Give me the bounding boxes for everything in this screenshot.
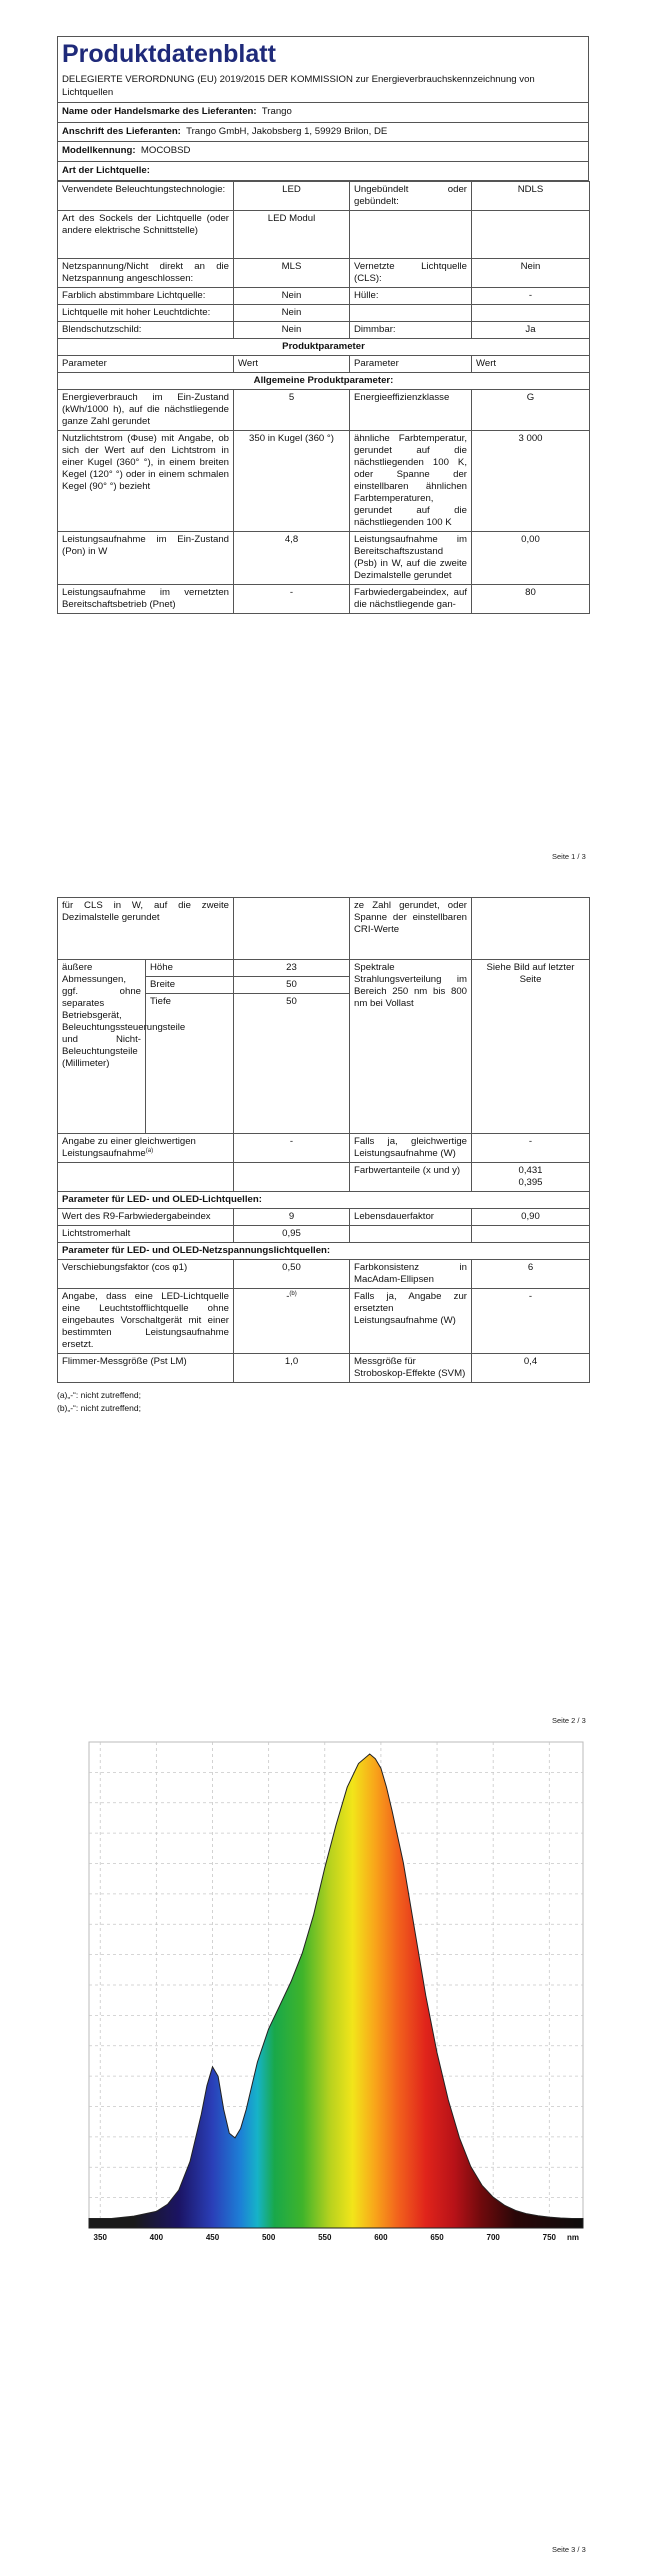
led-parameters-heading: Parameter für LED- und OLED-Lichtquellen: — [58, 1192, 590, 1209]
param-label: Lichtquelle mit hoher Leuchtdichte: — [58, 305, 234, 322]
supplier-value: Trango — [261, 106, 292, 117]
model-line — [58, 141, 588, 161]
led-mains-parameters-heading: Parameter für LED- und OLED-Netzspannungslichtquellen: — [58, 1243, 590, 1260]
x-tick-label: 700 — [486, 2233, 500, 2242]
param-value — [472, 898, 590, 960]
chroma-y-value: 0,395 — [518, 1177, 543, 1188]
table-row — [58, 1226, 590, 1243]
model-label: Modellkennung: — [62, 145, 136, 156]
param-value: 0,50 — [234, 1260, 350, 1289]
param-value — [472, 1226, 590, 1243]
param-value: 80 — [472, 585, 590, 614]
param-value — [234, 1289, 350, 1354]
footnote-a: (a)„-“: nicht zutreffend; — [57, 1390, 141, 1400]
column-header-parameter: Parameter — [58, 356, 234, 373]
param-label: Nutzlichtstrom (Φuse) mit Angabe, ob sich der Wert auf den Lichtstrom in einer Kugel (360° °), in einem breiten Kegel (120° °) oder in einem schmalen Kegel (90° °) bezieht — [58, 431, 234, 532]
param-label: ze Zahl gerundet, oder Spanne der einstellbaren CRI-Werte — [350, 898, 472, 960]
address-label: Anschrift des Lieferanten: — [62, 125, 181, 137]
address-line — [58, 122, 588, 142]
general-parameters-heading: Allgemeine Produktparameter: — [58, 373, 590, 390]
param-value: NDLS — [472, 182, 590, 211]
table-row — [58, 898, 590, 960]
param-label: Art des Sockels der Lichtquelle (oder andere elektrische Schnittstelle) — [58, 211, 234, 259]
param-label: Angabe, dass eine LED-Lichtquelle eine Leuchtstofflichtquelle ohne eingebautes Vorschaltgerät mit einer bestimmten Leistungsaufnahme ersetzt. — [58, 1289, 234, 1354]
table-row — [58, 373, 590, 390]
param-value: 1,0 — [234, 1354, 350, 1383]
table-row — [58, 532, 590, 585]
table-row — [58, 390, 590, 431]
param-label: Vernetzte Lichtquelle (CLS): — [350, 259, 472, 288]
param-label: für CLS in W, auf die zweite Dezimalstelle gerundet — [58, 898, 234, 960]
param-value: LED — [234, 182, 350, 211]
page-title: Produktdatenblatt — [62, 40, 276, 68]
table-row — [58, 305, 590, 322]
param-value: 4,8 — [234, 532, 350, 585]
param-label: Energieverbrauch im Ein-Zustand (kWh/1000 h), auf die nächstliegende ganze Zahl gerundet — [58, 390, 234, 431]
table-row — [58, 1289, 590, 1354]
param-value — [234, 1163, 350, 1192]
param-label — [350, 1226, 472, 1243]
param-value — [472, 211, 590, 259]
table-row — [58, 1260, 590, 1289]
table-row — [58, 431, 590, 532]
table-row — [58, 1192, 590, 1209]
x-tick-label: 450 — [205, 2233, 220, 2242]
param-label: Lebensdauerfaktor — [350, 1209, 472, 1226]
table-row — [58, 259, 590, 288]
equiv-label-text: Angabe zu einer gleichwertigen Leistungsaufnahme — [62, 1136, 196, 1159]
supplier-line — [58, 102, 588, 122]
page-number: Seite 3 / 3 — [552, 2545, 586, 2554]
param-value: Nein — [472, 259, 590, 288]
datasheet-page-1 — [57, 36, 589, 614]
footnotes — [57, 1389, 589, 1415]
param-value: 0,95 — [234, 1226, 350, 1243]
param-value — [472, 305, 590, 322]
param-label: Lichtstromerhalt — [58, 1226, 234, 1243]
product-parameters-heading: Produktparameter — [58, 339, 590, 356]
table-row — [58, 182, 590, 211]
x-tick-label: 500 — [261, 2233, 276, 2242]
x-tick-label: 600 — [374, 2233, 388, 2242]
param-value: 0,4 — [472, 1354, 590, 1383]
footnote-b: (b)„-“: nicht zutreffend; — [57, 1403, 141, 1413]
column-header-parameter: Parameter — [350, 356, 472, 373]
param-label: Spektrale Strahlungsverteilung im Bereich 250 nm bis 800 nm bei Vollast — [350, 960, 472, 1134]
dimensions-label: äußere Abmessungen, ggf. ohne separates Betriebsgerät, Beleuchtungssteuerungsteile und Nicht-Beleuchtungsteile (Millimeter) — [58, 960, 146, 1134]
dimension-width-value: 50 — [234, 977, 349, 994]
datasheet-header — [57, 36, 589, 181]
supplier-label: Name oder Handelsmarke des Lieferanten: — [62, 106, 257, 117]
param-value: G — [472, 390, 590, 431]
dimension-height-label: Höhe — [146, 960, 233, 977]
param-value — [234, 898, 350, 960]
param-label — [58, 1134, 234, 1163]
param-label: Blendschutzschild: — [58, 322, 234, 339]
x-tick-label: 550 — [318, 2233, 332, 2242]
param-value — [472, 1163, 590, 1192]
table-row — [58, 960, 590, 1134]
x-unit-label: nm — [567, 2233, 579, 2242]
table-header-row — [58, 356, 590, 373]
chroma-x-value: 0,431 — [518, 1165, 543, 1176]
param-value: 0,90 — [472, 1209, 590, 1226]
page-number: Seite 1 / 3 — [552, 852, 586, 861]
param-value: - — [472, 288, 590, 305]
param-label: Falls ja, gleichwertige Leistungsaufnahme (W) — [350, 1134, 472, 1163]
column-header-value: Wert — [234, 356, 350, 373]
table-row — [58, 339, 590, 356]
param-value: - — [234, 585, 350, 614]
param-label: Verwendete Beleuchtungstechnologie: — [58, 182, 234, 211]
light-source-type-table — [57, 181, 590, 614]
param-label: Verschiebungsfaktor (cos φ1) — [58, 1260, 234, 1289]
x-tick-label: 750 — [542, 2233, 556, 2242]
table-row — [58, 1243, 590, 1260]
spectral-distribution-chart — [86, 1739, 586, 2249]
table-row — [58, 1163, 590, 1192]
param-label: Dimmbar: — [350, 322, 472, 339]
param-label: Leistungsaufnahme im Bereitschaftszustand (Psb) in W, auf die zweite Dezimalstelle gerundet — [350, 532, 472, 585]
table-row — [58, 322, 590, 339]
param-value: - — [234, 1134, 350, 1163]
param-value: - — [472, 1134, 590, 1163]
table-row — [58, 585, 590, 614]
param-value: Nein — [234, 305, 350, 322]
param-label: Messgröße für Stroboskop-Effekte (SVM) — [350, 1354, 472, 1383]
table-row — [58, 1134, 590, 1163]
param-value: 350 in Kugel (360 °) — [234, 431, 350, 532]
dimension-values — [234, 960, 350, 1134]
param-value: Nein — [234, 322, 350, 339]
param-value: LED Modul — [234, 211, 350, 259]
footnote-marker: (a) — [145, 1147, 154, 1154]
parameters-table-continued — [57, 897, 590, 1383]
dimension-depth-value: 50 — [286, 996, 297, 1007]
param-label: Farblich abstimmbare Lichtquelle: — [58, 288, 234, 305]
param-label — [58, 1163, 234, 1192]
param-label — [350, 305, 472, 322]
model-value: MOCOBSD — [140, 145, 191, 156]
param-label: Energieeffizienzklasse — [350, 390, 472, 431]
param-label: Hülle: — [350, 288, 472, 305]
claim-value: - — [286, 1291, 290, 1302]
dimension-names — [146, 960, 234, 1134]
x-tick-label: 400 — [149, 2233, 164, 2242]
param-value: Ja — [472, 322, 590, 339]
param-label: Netzspannung/Nicht direkt an die Netzspannung angeschlossen: — [58, 259, 234, 288]
param-label: ähnliche Farbtemperatur, gerundet auf die nächstliegenden 100 K, oder Spanne der einstellbaren ähnlichen Farbtemperaturen, gerundet auf die nächstliegenden 100 K — [350, 431, 472, 532]
param-label — [350, 211, 472, 259]
x-tick-label: 350 — [93, 2233, 107, 2242]
param-value: 0,00 — [472, 532, 590, 585]
param-value: 9 — [234, 1209, 350, 1226]
param-value: 6 — [472, 1260, 590, 1289]
table-row — [58, 288, 590, 305]
param-label: Farbkonsistenz in MacAdam-Ellipsen — [350, 1260, 472, 1289]
datasheet-page-2 — [57, 897, 589, 1415]
x-tick-label: 650 — [430, 2233, 444, 2242]
footnote-marker: (b) — [289, 1290, 297, 1297]
param-value: 5 — [234, 390, 350, 431]
light-source-type-heading: Art der Lichtquelle: — [58, 161, 588, 181]
dimension-depth-label: Tiefe — [150, 996, 171, 1007]
regulation-text: DELEGIERTE VERORDNUNG (EU) 2019/2015 DER KOMMISSION zur Energieverbrauchskennzeichnung von Lichtquellen — [62, 74, 535, 98]
param-value: - — [472, 1289, 590, 1354]
table-row — [58, 1354, 590, 1383]
table-row — [58, 1209, 590, 1226]
param-label: Leistungsaufnahme im vernetzten Bereitschaftsbetrieb (Pnet) — [58, 585, 234, 614]
param-value: Siehe Bild auf letzter Seite — [472, 960, 590, 1134]
param-label: Farbwertanteile (x und y) — [350, 1163, 472, 1192]
page-number: Seite 2 / 3 — [552, 1716, 586, 1725]
param-value: Nein — [234, 288, 350, 305]
address-value: Trango GmbH, Jakobsberg 1, 59929 Brilon, DE — [186, 125, 388, 137]
param-label: Flimmer-Messgröße (Pst LM) — [58, 1354, 234, 1383]
param-label: Ungebündelt oder gebündelt: — [350, 182, 472, 211]
param-value: 3 000 — [472, 431, 590, 532]
param-label: Wert des R9-Farbwiedergabeindex — [58, 1209, 234, 1226]
param-label: Farbwiedergabeindex, auf die nächstliegende gan- — [350, 585, 472, 614]
dimension-width-label: Breite — [146, 977, 233, 994]
table-row — [58, 211, 590, 259]
param-label: Falls ja, Angabe zur ersetzten Leistungsaufnahme (W) — [350, 1289, 472, 1354]
param-label: Leistungsaufnahme im Ein-Zustand (Pon) in W — [58, 532, 234, 585]
dimension-height-value: 23 — [234, 960, 349, 977]
param-value: MLS — [234, 259, 350, 288]
column-header-value: Wert — [472, 356, 590, 373]
